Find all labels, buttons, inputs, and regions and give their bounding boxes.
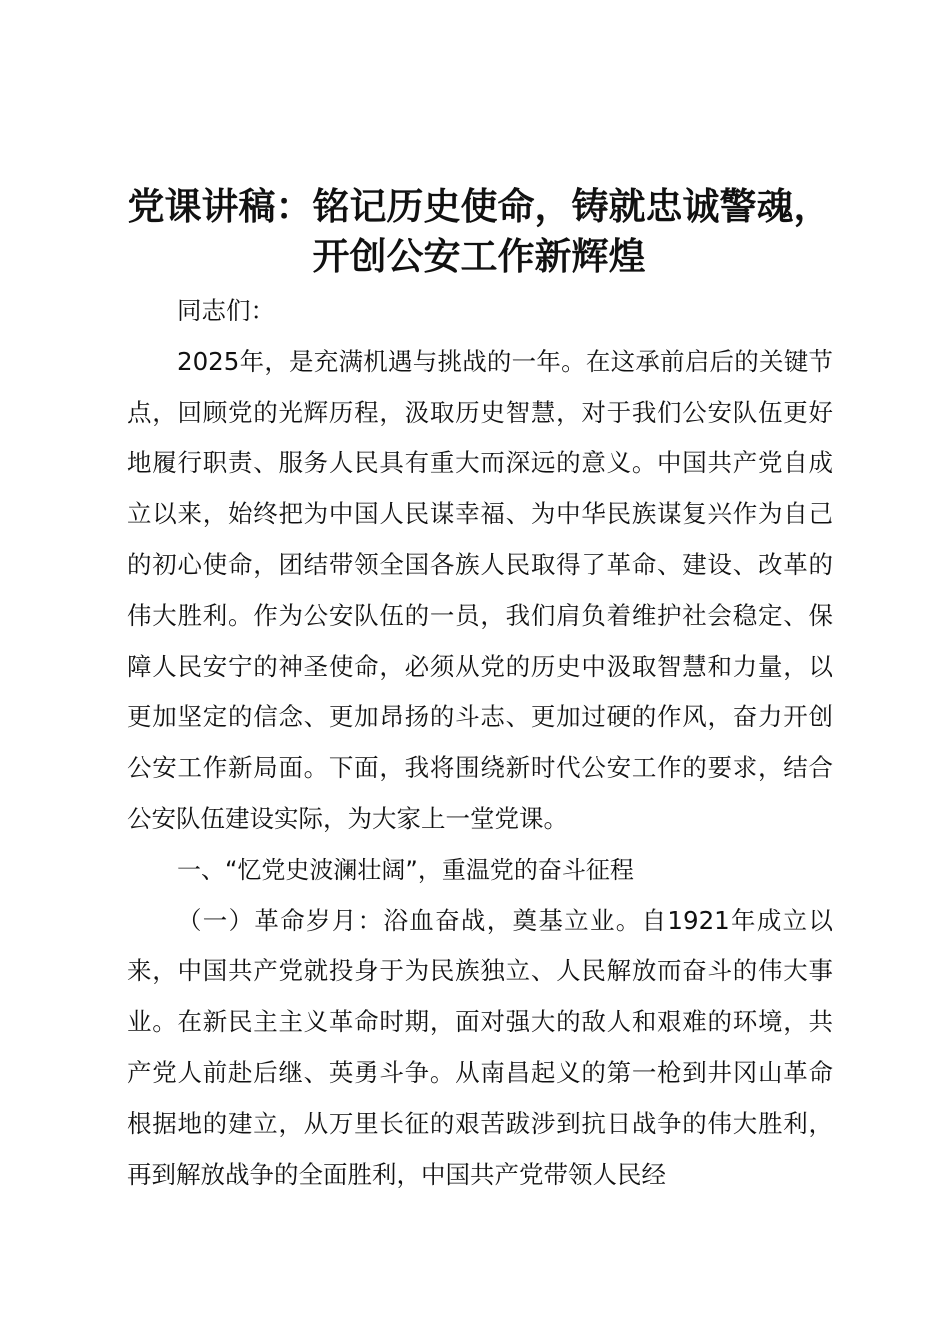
document-title: 党课讲稿：铭记历史使命，铸就忠诚警魂，开创公安工作新辉煌 (127, 185, 831, 278)
intro-paragraph: 2025年，是充满机遇与挑战的一年。在这承前启后的关键节点，回顾党的光辉历程，汲取历史智慧，对于我们公安队伍更好地履行职责、服务人民具有重大而深远的意义。中国共产党自成立以来，始终把为中国人民谋幸福、为中华民族谋复兴作为自己的初心使命，团结带领全国各族人民取得了革命、建设、改革的伟大胜利。作为公安队伍的一员，我们肩负着维护社会稳定、保障人民安宁的神圣使命，必须从党的历史中汲取智慧和力量，以更加坚定的信念、更加昂扬的斗志、更加过硬的作风，奋力开创公安工作新局面。下面，我将围绕新时代公安工作的要求，结合公安队伍建设实际，为大家上一堂党课。 (127, 346, 833, 833)
greeting: 同志们： (177, 296, 275, 325)
section-heading: 一、“忆党史波澜壮阔”，重温党的奋斗征程 (177, 855, 634, 884)
document-body (127, 286, 833, 1200)
section-paragraph: （一）革命岁月：浴血奋战，奠基立业。自1921年成立以来，中国共产党就投身于为民族独立、人民解放而奋斗的伟大事业。在新民主主义革命时期，面对强大的敌人和艰难的环境，共产党人前赴后继、英勇斗争。从南昌起义的第一枪到井冈山革命根据地的建立，从万里长征的艰苦跋涉到抗日战争的伟大胜利，再到解放战争的全面胜利，中国共产党带领人民经 (127, 905, 833, 1189)
